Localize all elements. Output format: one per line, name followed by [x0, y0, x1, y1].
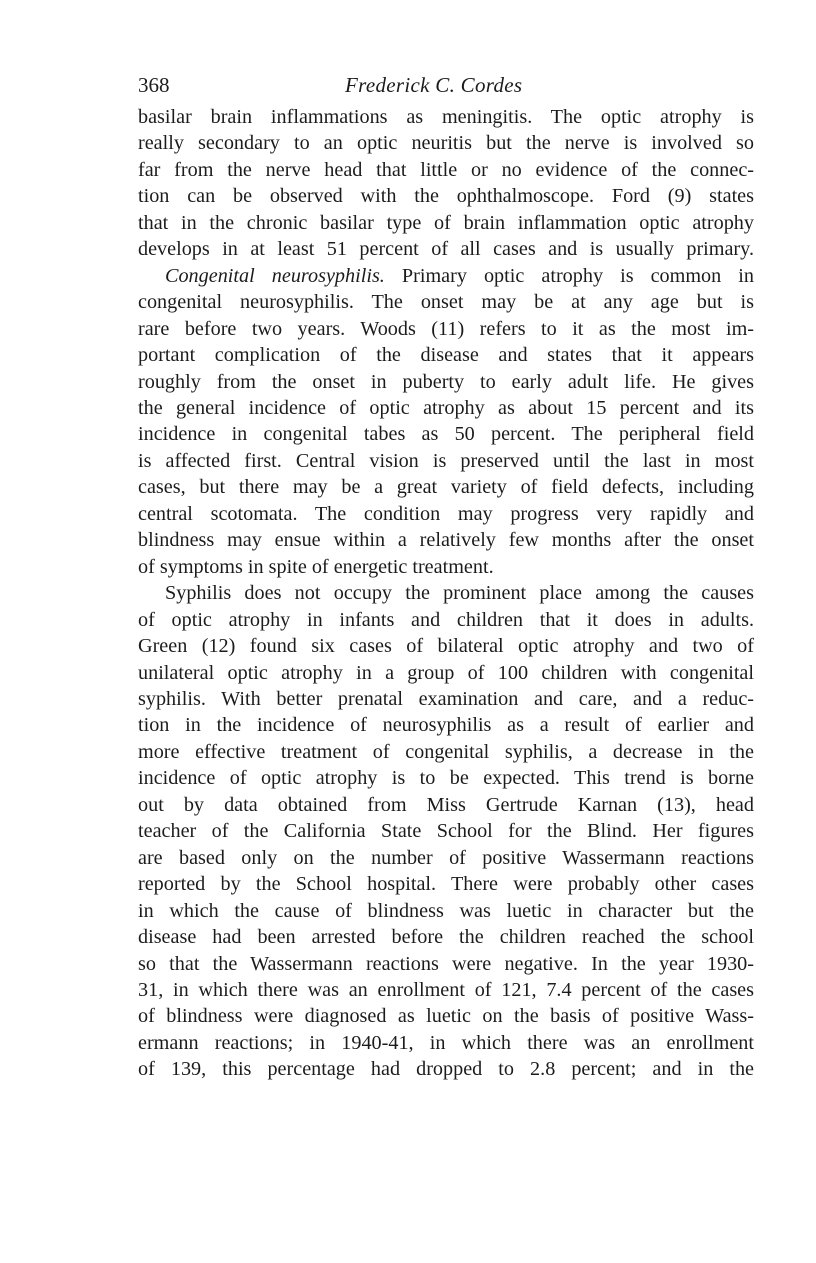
text-line: cases, but there may be a great variety of field defects, including — [138, 476, 754, 499]
text-line: the general incidence of optic atrophy as about 15 percent and its — [138, 396, 754, 419]
text-line: rare before two years. Woods (11) refers to it as the most im- — [138, 317, 754, 340]
text-line: in which the cause of blindness was luetic in character but the — [138, 899, 754, 922]
text-line: roughly from the onset in puberty to early adult life. He gives — [138, 370, 754, 393]
section-run-in-heading: Congenital neurosyphilis. — [165, 264, 385, 287]
page-number: 368 — [138, 73, 170, 97]
body-text — [138, 104, 754, 1083]
text-line: so that the Wassermann reactions were negative. In the year 1930- — [138, 952, 754, 975]
text-line: of 139, this percentage had dropped to 2.8 percent; and in the — [138, 1058, 754, 1081]
text-line: incidence in congenital tabes as 50 percent. The peripheral field — [138, 423, 754, 446]
text-line: develops in at least 51 percent of all cases and is usually primary. — [138, 238, 754, 261]
text-line: that in the chronic basilar type of brain inflammation optic atrophy — [138, 211, 754, 234]
text-line: blindness may ensue within a relatively few months after the onset — [138, 529, 754, 552]
text-line: tion in the incidence of neurosyphilis as a result of earlier and — [138, 714, 754, 737]
running-head-author: Frederick C. Cordes — [345, 73, 523, 97]
text-line: tion can be observed with the ophthalmoscope. Ford (9) states — [138, 185, 754, 208]
text-line: teacher of the California State School for the Blind. Her figures — [138, 820, 754, 843]
text-line: of symptoms in spite of energetic treatment. — [138, 555, 494, 578]
paragraph-3 — [138, 580, 754, 1083]
text-line: is affected first. Central vision is preserved until the last in most — [138, 449, 754, 472]
text-line: 31, in which there was an enrollment of 121, 7.4 percent of the cases — [138, 978, 754, 1001]
running-head — [138, 70, 754, 104]
text-line: far from the nerve head that little or no evidence of the connec- — [138, 158, 754, 181]
text-line: really secondary to an optic neuritis but the nerve is involved so — [138, 132, 754, 155]
paragraph-2 — [138, 263, 754, 580]
text-line: central scotomata. The condition may progress very rapidly and — [138, 502, 754, 525]
paragraph-1 — [138, 104, 754, 263]
text-line: of blindness were diagnosed as luetic on the basis of positive Wass- — [138, 1005, 754, 1028]
text-line: congenital neurosyphilis. The onset may be at any age but is — [138, 291, 754, 314]
text-line: out by data obtained from Miss Gertrude Karnan (13), head — [138, 793, 754, 816]
text-line: disease had been arrested before the children reached the school — [138, 926, 754, 949]
text-line: reported by the School hospital. There were probably other cases — [138, 873, 754, 896]
text-line: incidence of optic atrophy is to be expected. This trend is borne — [138, 767, 754, 790]
document-page — [138, 70, 754, 1083]
text-line: unilateral optic atrophy in a group of 100 children with congenital — [138, 661, 754, 684]
text-line: are based only on the number of positive Wassermann reactions — [138, 846, 754, 869]
text-line: ermann reactions; in 1940-41, in which there was an enrollment — [138, 1031, 754, 1054]
text-line: basilar brain inflammations as meningitis. The optic atrophy is — [138, 106, 754, 128]
text-line: Syphilis does not occupy the prominent place among the causes — [165, 582, 754, 605]
text-line: syphilis. With better prenatal examination and care, and a reduc- — [138, 687, 754, 710]
text-line: of optic atrophy in infants and children that it does in adults. — [138, 608, 754, 631]
text-line-rest: Primary optic atrophy is common in — [384, 264, 754, 287]
text-line: Green (12) found six cases of bilateral optic atrophy and two of — [138, 635, 754, 658]
text-line: portant complication of the disease and states that it appears — [138, 344, 754, 367]
text-line: more effective treatment of congenital syphilis, a decrease in the — [138, 740, 754, 763]
text-line — [138, 263, 754, 289]
